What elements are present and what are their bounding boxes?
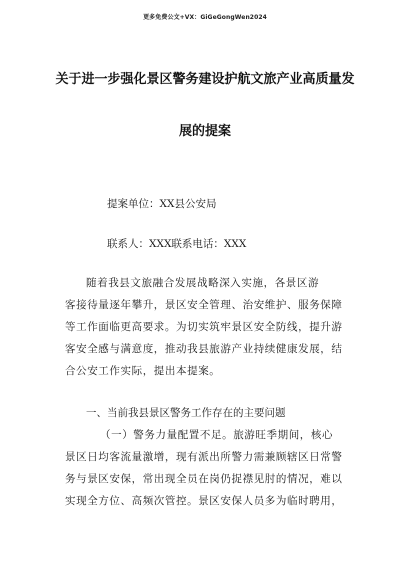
intro-line-3: 等工作面临更高要求。为切实筑牢景区安全防线，提升游 [65, 321, 343, 333]
section-line-4: 实现全方位、高频次管控。景区安保人员多为临时聘用， [65, 495, 343, 507]
section-line-1: （一）警务力量配置不足。旅游旺季期间，核心 [100, 429, 334, 441]
intro-line-1: 随着我县文旅融合发展战略深入实施，各景区游 [86, 277, 320, 289]
document-title-line-2: 展的提案 [178, 124, 231, 139]
contact-info: 联系人：XXX联系电话：XXX [107, 238, 247, 250]
page-header: 更多免费公文+VX：GiGeGongWen2024 [143, 14, 267, 21]
section-heading: 一、当前我县景区警务工作存在的主要问题 [86, 407, 286, 419]
proposal-unit: 提案单位：XX县公安局 [107, 198, 217, 210]
section-line-3: 务与景区安保，常出现全员在岗仍捉襟见肘的情况，难以 [65, 473, 343, 485]
intro-line-4: 客安全感与满意度，推动我县旅游产业持续健康发展，结 [65, 343, 343, 355]
section-line-2: 景区日均客流量激增，现有派出所警力需兼顾辖区日常警 [65, 451, 343, 463]
section-paragraph [65, 424, 364, 512]
document-title-line-1: 关于进一步强化景区警务建设护航文旅产业高质量发 [55, 72, 355, 87]
intro-line-5: 合公安工作实际，提出本提案。 [65, 365, 221, 377]
intro-paragraph [65, 272, 364, 382]
intro-line-2: 客接待量逐年攀升，景区安全管理、治安维护、服务保障 [65, 299, 343, 311]
